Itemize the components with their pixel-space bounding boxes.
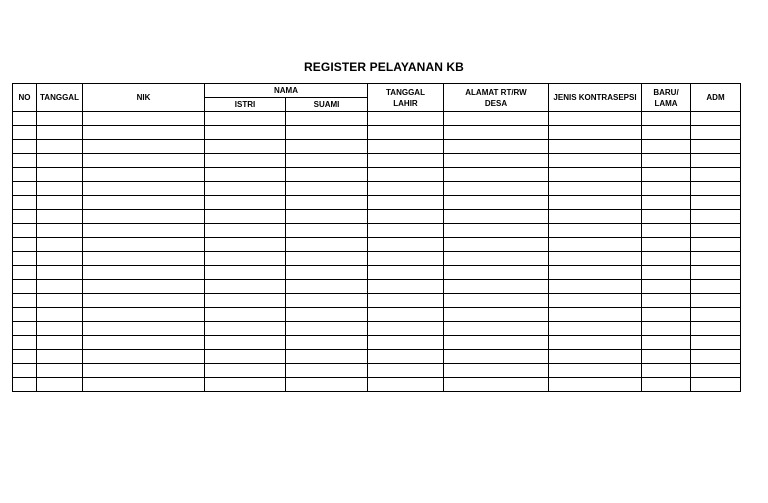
table-cell[interactable] <box>368 154 444 168</box>
table-cell[interactable] <box>549 196 642 210</box>
table-cell[interactable] <box>368 112 444 126</box>
table-row <box>13 350 741 364</box>
table-cell[interactable] <box>83 182 205 196</box>
table-cell[interactable] <box>286 224 368 238</box>
header-nama: NAMA <box>205 84 368 98</box>
table-cell[interactable] <box>642 252 691 266</box>
table-cell[interactable] <box>286 336 368 350</box>
table-cell[interactable] <box>368 350 444 364</box>
table-cell[interactable] <box>205 350 286 364</box>
table-cell[interactable] <box>37 196 83 210</box>
table-cell[interactable] <box>691 112 741 126</box>
table-cell[interactable] <box>549 280 642 294</box>
table-cell[interactable] <box>642 280 691 294</box>
table-cell[interactable] <box>37 252 83 266</box>
table-row <box>13 140 741 154</box>
table-cell[interactable] <box>444 336 549 350</box>
table-cell[interactable] <box>205 308 286 322</box>
table-cell[interactable] <box>13 168 37 182</box>
table-cell[interactable] <box>83 224 205 238</box>
table-cell[interactable] <box>286 126 368 140</box>
header-tanggal-lahir-line1: TANGGAL <box>386 87 425 97</box>
table-cell[interactable] <box>286 238 368 252</box>
table-cell[interactable] <box>83 210 205 224</box>
table-cell[interactable] <box>13 350 37 364</box>
table-cell[interactable] <box>286 154 368 168</box>
table-cell[interactable] <box>205 266 286 280</box>
table-cell[interactable] <box>205 168 286 182</box>
header-nik: NIK <box>83 84 205 112</box>
table-cell[interactable] <box>549 182 642 196</box>
table-cell[interactable] <box>13 238 37 252</box>
table-cell[interactable] <box>691 364 741 378</box>
table-cell[interactable] <box>13 224 37 238</box>
table-cell[interactable] <box>205 294 286 308</box>
table-cell[interactable] <box>642 336 691 350</box>
table-row <box>13 154 741 168</box>
table-cell[interactable] <box>691 196 741 210</box>
table-cell[interactable] <box>205 322 286 336</box>
table-cell[interactable] <box>549 210 642 224</box>
table-cell[interactable] <box>83 378 205 392</box>
table-cell[interactable] <box>83 336 205 350</box>
table-cell[interactable] <box>368 378 444 392</box>
header-baru-lama <box>642 84 691 112</box>
table-cell[interactable] <box>642 364 691 378</box>
table-cell[interactable] <box>444 280 549 294</box>
table-cell[interactable] <box>368 322 444 336</box>
table-cell[interactable] <box>83 280 205 294</box>
table-cell[interactable] <box>83 168 205 182</box>
table-cell[interactable] <box>642 168 691 182</box>
table-cell[interactable] <box>691 210 741 224</box>
table-cell[interactable] <box>691 266 741 280</box>
table-cell[interactable] <box>368 266 444 280</box>
table-cell[interactable] <box>13 140 37 154</box>
table-cell[interactable] <box>13 182 37 196</box>
header-suami: SUAMI <box>286 98 368 112</box>
table-cell[interactable] <box>444 350 549 364</box>
table-cell[interactable] <box>37 112 83 126</box>
table-cell[interactable] <box>549 112 642 126</box>
table-cell[interactable] <box>13 336 37 350</box>
header-alamat-line1: ALAMAT RT/RW <box>465 87 527 97</box>
table-row <box>13 196 741 210</box>
table-cell[interactable] <box>205 280 286 294</box>
table-cell[interactable] <box>286 294 368 308</box>
table-cell[interactable] <box>444 224 549 238</box>
table-cell[interactable] <box>37 364 83 378</box>
table-cell[interactable] <box>642 350 691 364</box>
table-cell[interactable] <box>444 126 549 140</box>
header-alamat-line2: DESA <box>484 98 508 108</box>
table-cell[interactable] <box>444 252 549 266</box>
table-row <box>13 238 741 252</box>
table-cell[interactable] <box>691 182 741 196</box>
header-baru-lama-line2: LAMA <box>654 98 678 108</box>
table-cell[interactable] <box>642 210 691 224</box>
table-cell[interactable] <box>13 196 37 210</box>
table-cell[interactable] <box>444 168 549 182</box>
table-row <box>13 364 741 378</box>
table-cell[interactable] <box>37 224 83 238</box>
table-cell[interactable] <box>286 266 368 280</box>
table-cell[interactable] <box>368 140 444 154</box>
table-cell[interactable] <box>368 182 444 196</box>
table-cell[interactable] <box>444 196 549 210</box>
table-cell[interactable] <box>83 252 205 266</box>
table-cell[interactable] <box>13 294 37 308</box>
table-cell[interactable] <box>37 140 83 154</box>
table-cell[interactable] <box>368 196 444 210</box>
table-cell[interactable] <box>83 266 205 280</box>
table-cell[interactable] <box>642 154 691 168</box>
table-cell[interactable] <box>37 126 83 140</box>
table-cell[interactable] <box>444 378 549 392</box>
table-cell[interactable] <box>286 210 368 224</box>
table-cell[interactable] <box>205 182 286 196</box>
table-cell[interactable] <box>691 322 741 336</box>
table-cell[interactable] <box>37 294 83 308</box>
table-row <box>13 126 741 140</box>
table-cell[interactable] <box>368 210 444 224</box>
table-cell[interactable] <box>13 252 37 266</box>
table-cell[interactable] <box>368 364 444 378</box>
table-cell[interactable] <box>549 336 642 350</box>
table-cell[interactable] <box>205 378 286 392</box>
table-cell[interactable] <box>83 126 205 140</box>
table-cell[interactable] <box>286 252 368 266</box>
table-cell[interactable] <box>691 126 741 140</box>
register-table <box>12 83 741 392</box>
table-cell[interactable] <box>13 308 37 322</box>
table-cell[interactable] <box>642 182 691 196</box>
table-cell[interactable] <box>205 126 286 140</box>
table-cell[interactable] <box>549 140 642 154</box>
table-header <box>13 84 741 112</box>
table-cell[interactable] <box>444 140 549 154</box>
header-tanggal-lahir <box>368 84 444 112</box>
table-cell[interactable] <box>205 112 286 126</box>
table-cell[interactable] <box>549 266 642 280</box>
table-cell[interactable] <box>691 140 741 154</box>
table-cell[interactable] <box>13 266 37 280</box>
table-cell[interactable] <box>368 126 444 140</box>
table-cell[interactable] <box>37 210 83 224</box>
table-row <box>13 112 741 126</box>
table-cell[interactable] <box>83 112 205 126</box>
header-jenis-kontrasepsi: JENIS KONTRASEPSI <box>549 84 642 112</box>
header-adm: ADM <box>691 84 741 112</box>
table-cell[interactable] <box>37 238 83 252</box>
table-cell[interactable] <box>368 224 444 238</box>
table-cell[interactable] <box>13 154 37 168</box>
table-body <box>13 112 741 392</box>
table-cell[interactable] <box>37 280 83 294</box>
table-row <box>13 336 741 350</box>
table-row <box>13 280 741 294</box>
header-no: NO <box>13 84 37 112</box>
table-cell[interactable] <box>13 210 37 224</box>
table-cell[interactable] <box>444 154 549 168</box>
header-tanggal: TANGGAL <box>37 84 83 112</box>
table-cell[interactable] <box>642 378 691 392</box>
table-cell[interactable] <box>444 112 549 126</box>
table-cell[interactable] <box>368 238 444 252</box>
table-cell[interactable] <box>83 154 205 168</box>
table-cell[interactable] <box>205 252 286 266</box>
table-cell[interactable] <box>691 378 741 392</box>
table-cell[interactable] <box>205 210 286 224</box>
table-cell[interactable] <box>37 378 83 392</box>
table-cell[interactable] <box>549 126 642 140</box>
table-cell[interactable] <box>642 308 691 322</box>
table-cell[interactable] <box>444 322 549 336</box>
table-cell[interactable] <box>13 378 37 392</box>
table-cell[interactable] <box>549 154 642 168</box>
table-cell[interactable] <box>368 168 444 182</box>
table-cell[interactable] <box>691 308 741 322</box>
table-cell[interactable] <box>286 168 368 182</box>
table-cell[interactable] <box>444 308 549 322</box>
header-tanggal-lahir-line2: LAHIR <box>393 98 418 108</box>
table-cell[interactable] <box>549 238 642 252</box>
table-cell[interactable] <box>83 238 205 252</box>
table-cell[interactable] <box>642 126 691 140</box>
table-cell[interactable] <box>691 350 741 364</box>
header-alamat <box>444 84 549 112</box>
table-row <box>13 378 741 392</box>
table-row <box>13 182 741 196</box>
table-cell[interactable] <box>549 364 642 378</box>
table-cell[interactable] <box>642 294 691 308</box>
table-cell[interactable] <box>205 224 286 238</box>
table-cell[interactable] <box>642 266 691 280</box>
table-cell[interactable] <box>642 196 691 210</box>
table-cell[interactable] <box>549 294 642 308</box>
table-cell[interactable] <box>444 266 549 280</box>
table-cell[interactable] <box>691 154 741 168</box>
table-row <box>13 224 741 238</box>
page-title: REGISTER PELAYANAN KB <box>304 60 464 74</box>
table-cell[interactable] <box>83 308 205 322</box>
table-cell[interactable] <box>549 224 642 238</box>
table-cell[interactable] <box>205 336 286 350</box>
table-cell[interactable] <box>286 378 368 392</box>
table-cell[interactable] <box>549 350 642 364</box>
table-cell[interactable] <box>83 140 205 154</box>
table-cell[interactable] <box>368 336 444 350</box>
table-cell[interactable] <box>37 168 83 182</box>
table-cell[interactable] <box>549 308 642 322</box>
table-cell[interactable] <box>691 336 741 350</box>
header-istri: ISTRI <box>205 98 286 112</box>
table-cell[interactable] <box>691 168 741 182</box>
table-cell[interactable] <box>13 280 37 294</box>
table-cell[interactable] <box>83 294 205 308</box>
table-row <box>13 322 741 336</box>
table-cell[interactable] <box>205 196 286 210</box>
table-cell[interactable] <box>83 350 205 364</box>
table-cell[interactable] <box>205 238 286 252</box>
table-row <box>13 168 741 182</box>
table-cell[interactable] <box>37 182 83 196</box>
table-cell[interactable] <box>37 266 83 280</box>
table-cell[interactable] <box>368 294 444 308</box>
table-cell[interactable] <box>691 252 741 266</box>
table-cell[interactable] <box>642 224 691 238</box>
table-cell[interactable] <box>205 364 286 378</box>
table-row <box>13 266 741 280</box>
table-cell[interactable] <box>444 182 549 196</box>
table-cell[interactable] <box>286 196 368 210</box>
table-cell[interactable] <box>444 238 549 252</box>
header-baru-lama-line1: BARU/ <box>653 87 679 97</box>
table-cell[interactable] <box>205 154 286 168</box>
table-cell[interactable] <box>642 238 691 252</box>
table-cell[interactable] <box>549 168 642 182</box>
table-cell[interactable] <box>286 364 368 378</box>
table-cell[interactable] <box>37 154 83 168</box>
table-cell[interactable] <box>691 224 741 238</box>
table-cell[interactable] <box>83 364 205 378</box>
table-cell[interactable] <box>642 112 691 126</box>
table-cell[interactable] <box>37 322 83 336</box>
table-cell[interactable] <box>691 280 741 294</box>
table-row <box>13 308 741 322</box>
table-cell[interactable] <box>286 308 368 322</box>
table-cell[interactable] <box>642 322 691 336</box>
table-cell[interactable] <box>691 294 741 308</box>
table-cell[interactable] <box>549 378 642 392</box>
table-row <box>13 252 741 266</box>
table-cell[interactable] <box>286 350 368 364</box>
table-row <box>13 294 741 308</box>
table-cell[interactable] <box>83 196 205 210</box>
table-cell[interactable] <box>83 322 205 336</box>
table-cell[interactable] <box>444 364 549 378</box>
table-cell[interactable] <box>286 140 368 154</box>
table-cell[interactable] <box>642 140 691 154</box>
table-cell[interactable] <box>286 280 368 294</box>
table-cell[interactable] <box>13 112 37 126</box>
table-cell[interactable] <box>13 364 37 378</box>
table-cell[interactable] <box>205 140 286 154</box>
table-cell[interactable] <box>37 350 83 364</box>
table-cell[interactable] <box>13 322 37 336</box>
table-cell[interactable] <box>286 182 368 196</box>
table-cell[interactable] <box>286 112 368 126</box>
table-cell[interactable] <box>13 126 37 140</box>
table-cell[interactable] <box>549 252 642 266</box>
table-row <box>13 210 741 224</box>
table-cell[interactable] <box>368 280 444 294</box>
table-cell[interactable] <box>37 336 83 350</box>
table-cell[interactable] <box>691 238 741 252</box>
table-cell[interactable] <box>368 252 444 266</box>
table-cell[interactable] <box>444 210 549 224</box>
table-cell[interactable] <box>549 322 642 336</box>
table-cell[interactable] <box>286 322 368 336</box>
table-cell[interactable] <box>368 308 444 322</box>
table-cell[interactable] <box>37 308 83 322</box>
table-cell[interactable] <box>444 294 549 308</box>
